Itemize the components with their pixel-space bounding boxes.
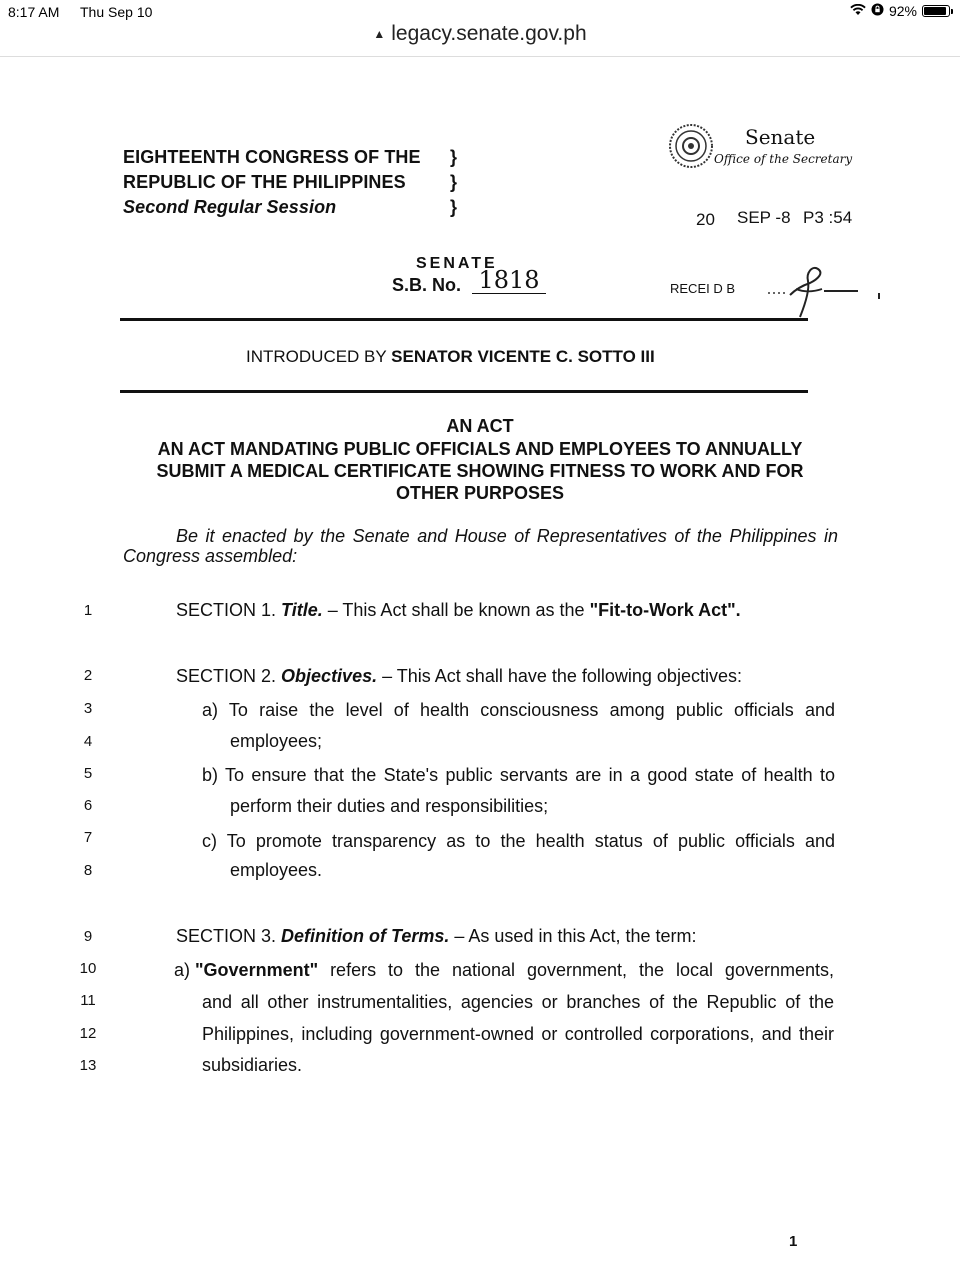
page-number: 1 <box>789 1233 798 1250</box>
act-title-line-2: SUBMIT A MEDICAL CERTIFICATE SHOWING FITNESS TO WORK AND FOR <box>156 461 804 481</box>
line-number: 8 <box>83 862 93 879</box>
section-3-item-a-text-1: refers to the national government, the local governments, <box>318 960 834 980</box>
enact-line-1: Be it enacted by the Senate and House of Representatives of the Philippines in <box>176 526 838 546</box>
section-1-label: SECTION 1. <box>176 600 277 620</box>
section-3 <box>176 926 697 947</box>
stamp-date: SEP -8 <box>737 208 791 227</box>
section-2-item-b-line-1: b) To ensure that the State's public servants are in a good state of health to <box>202 765 835 785</box>
status-indicators <box>850 3 950 19</box>
section-3-item-a-line-3: Philippines, including government-owned or controlled corporations, and their <box>202 1024 834 1044</box>
url-text: legacy.senate.gov.ph <box>391 22 587 45</box>
wifi-icon <box>850 3 866 19</box>
line-number: 9 <box>83 928 93 945</box>
section-3-heading: Definition of Terms. <box>281 926 450 946</box>
section-3-item-a-line-4: subsidiaries. <box>202 1055 303 1075</box>
section-1-name: "Fit-to-Work Act". <box>589 600 741 620</box>
sb-label: S.B. No. <box>392 275 462 295</box>
line-number: 11 <box>80 992 96 1009</box>
orientation-lock-icon <box>871 3 884 19</box>
act-title-line-3: OTHER PURPOSES <box>395 483 565 503</box>
line-number: 10 <box>79 960 97 977</box>
section-2-item-b-line-2: perform their duties and responsibilities; <box>230 796 549 816</box>
act-heading: AN ACT <box>446 416 514 436</box>
header-brace-3: } <box>450 197 458 217</box>
line-number: 1 <box>83 602 93 619</box>
section-1-heading: Title. <box>281 600 323 620</box>
section-3-item-a-prefix: a) <box>174 960 196 980</box>
act-title-line-1: AN ACT MANDATING PUBLIC OFFICIALS AND EMPLOYEES TO ANNUALLY <box>157 439 803 459</box>
status-time: 8:17 AM <box>8 4 60 20</box>
section-3-item-a-term: "Government" <box>195 960 319 980</box>
address-bar[interactable] <box>0 22 960 54</box>
line-number: 5 <box>83 765 93 782</box>
section-3-item-a-line-1 <box>174 960 834 981</box>
lock-icon: ▲ <box>373 27 386 42</box>
battery-percent: 92% <box>888 3 917 19</box>
section-2 <box>176 666 742 687</box>
stamp-received: RECEI D B <box>670 281 736 296</box>
senate-seal-icon <box>668 123 714 174</box>
section-2-item-c-line-1: c) To promote transparency as to the health status of public officials and <box>202 831 835 851</box>
section-2-item-a-line-1: a) To raise the level of health consciousness among public officials and <box>202 700 835 720</box>
senate-label: SENATE <box>416 255 498 272</box>
section-3-text: – As used in this Act, the term: <box>449 926 697 946</box>
section-2-item-c-line-2: employees. <box>230 860 323 880</box>
line-number: 4 <box>83 733 93 750</box>
document-page <box>0 56 960 1281</box>
line-number: 3 <box>83 700 93 717</box>
rule-top <box>120 318 808 321</box>
section-3-label: SECTION 3. <box>176 926 277 946</box>
status-date: Thu Sep 10 <box>80 4 153 20</box>
introduced-by: SENATOR VICENTE C. SOTTO III <box>391 347 655 366</box>
stamp-time: P3 :54 <box>803 208 853 227</box>
line-number: 7 <box>83 829 93 846</box>
line-number: 12 <box>79 1025 97 1042</box>
section-2-label: SECTION 2. <box>176 666 277 686</box>
rule-bottom <box>120 390 808 393</box>
header-brace-2: } <box>450 172 458 192</box>
battery-icon <box>922 5 950 17</box>
stamp-subtitle: Office of the Secretary <box>714 152 853 166</box>
stamp-title: Senate <box>745 125 816 149</box>
header-brace-1: } <box>450 147 458 167</box>
section-1-text: – This Act shall be known as the <box>322 600 590 620</box>
header-line-2: REPUBLIC OF THE PHILIPPINES <box>123 172 406 192</box>
line-number: 2 <box>83 667 93 684</box>
stamp-year: 20 <box>696 210 715 229</box>
line-number: 6 <box>83 797 93 814</box>
section-2-item-a-line-2: employees; <box>230 731 323 751</box>
sb-number: 1818 <box>472 267 546 294</box>
section-2-text: – This Act shall have the following objectives: <box>377 666 742 686</box>
section-3-item-a-line-2: and all other instrumentalities, agencies or branches of the Republic of the <box>202 992 834 1012</box>
header-line-3: Second Regular Session <box>123 197 337 217</box>
introduced-prefix: INTRODUCED BY <box>246 347 387 366</box>
header-line-1: EIGHTEENTH CONGRESS OF THE <box>123 147 421 167</box>
enact-line-2: Congress assembled: <box>123 546 298 566</box>
section-2-heading: Objectives. <box>281 666 378 686</box>
section-1 <box>176 600 741 621</box>
introduced-line <box>246 347 655 367</box>
line-number: 13 <box>79 1057 97 1074</box>
